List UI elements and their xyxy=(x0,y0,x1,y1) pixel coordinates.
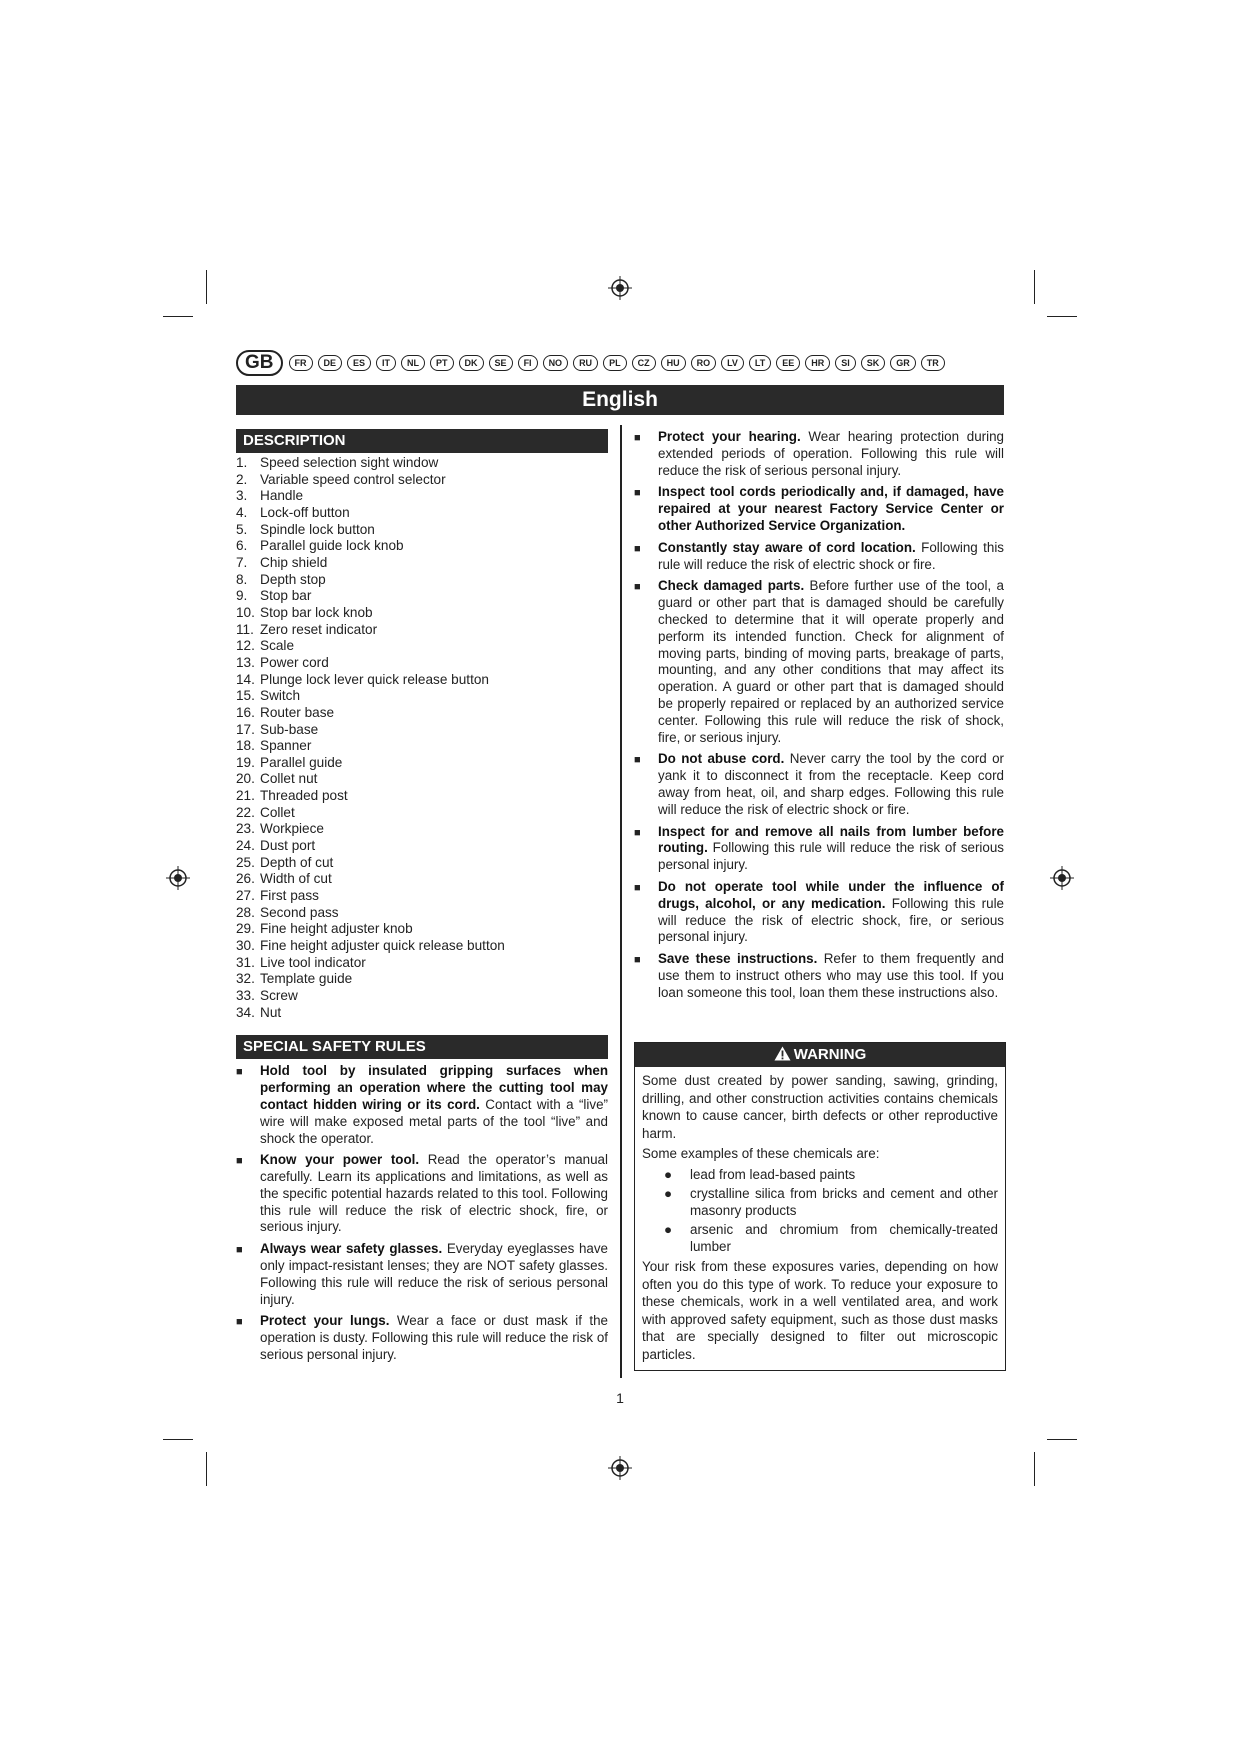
registration-mark-icon xyxy=(1050,866,1074,890)
square-bullet-icon: ■ xyxy=(634,581,641,594)
list-item xyxy=(236,505,608,522)
item-number: 4. xyxy=(236,504,248,520)
language-tab-ee: EE xyxy=(776,355,800,371)
item-number: 16. xyxy=(236,704,255,720)
safety-rules-list xyxy=(634,429,1004,1002)
item-label: Depth of cut xyxy=(260,854,334,870)
item-label: Collet nut xyxy=(260,771,318,787)
rule-text xyxy=(658,879,1004,946)
special-safety-list xyxy=(236,1063,608,1364)
item-number: 15. xyxy=(236,688,255,704)
square-bullet-icon: ■ xyxy=(236,1316,243,1329)
list-item xyxy=(236,921,608,938)
rule-item xyxy=(634,951,1004,1001)
rule-text xyxy=(260,1063,608,1147)
registration-mark-icon xyxy=(608,1456,632,1480)
rule-heading: Inspect for and remove all nails from lumber before routing. xyxy=(658,823,1004,856)
item-number: 27. xyxy=(236,888,255,904)
item-number: 28. xyxy=(236,904,255,920)
warning-heading xyxy=(635,1043,1005,1067)
rule-item xyxy=(634,751,1004,818)
language-bar xyxy=(236,351,1004,375)
example-text: lead from lead-based paints xyxy=(690,1166,856,1182)
item-number: 1. xyxy=(236,455,248,470)
language-tab-hr: HR xyxy=(805,355,830,371)
example-text: crystalline silica from bricks and cement and other masonry products xyxy=(690,1185,998,1219)
language-tab-lv: LV xyxy=(721,355,744,371)
rule-body: Everyday eyeglasses have only impact-resistant lenses; they are NOT safety glasses. Following this rule will reduce the risk of serious personal injury. xyxy=(260,1241,608,1307)
language-tab-si: SI xyxy=(835,355,856,371)
warning-triangle-icon xyxy=(774,1046,791,1061)
list-item xyxy=(236,722,608,739)
warning-box xyxy=(634,1042,1006,1371)
description-list xyxy=(236,455,608,1021)
item-label: First pass xyxy=(260,888,319,904)
list-item xyxy=(236,738,608,755)
list-item xyxy=(236,1005,608,1022)
item-label: Template guide xyxy=(260,971,353,987)
warning-examples-list xyxy=(642,1166,998,1256)
item-label: Chip shield xyxy=(260,554,328,570)
list-item xyxy=(236,755,608,772)
page-title: English xyxy=(236,385,1004,415)
language-tab-fr: FR xyxy=(289,355,313,371)
language-tab-lt: LT xyxy=(749,355,771,371)
item-label: Threaded post xyxy=(260,788,348,804)
rule-item xyxy=(236,1241,608,1308)
item-number: 22. xyxy=(236,804,255,820)
rule-heading: Know your power tool. xyxy=(260,1152,420,1168)
rule-heading: Always wear safety glasses. xyxy=(260,1241,443,1257)
item-label: Collet xyxy=(260,804,295,820)
item-number: 10. xyxy=(236,604,255,620)
warning-example-item xyxy=(642,1221,998,1256)
list-item xyxy=(236,855,608,872)
item-label: Depth stop xyxy=(260,571,326,587)
list-item xyxy=(236,788,608,805)
warning-closing: Your risk from these exposures varies, depending on how often you do this type of work. To reduce your exposure to these chemicals, work in a well ventilated area, and work with approved safety equipment, such as those dust masks that are specially designed to filter out microscopic particles. xyxy=(642,1258,998,1362)
item-number: 17. xyxy=(236,721,255,737)
rule-item xyxy=(634,824,1004,874)
rule-body: Wear hearing protection during extended periods of operation. Following this rule will reduce the risk of serious personal injury. xyxy=(658,429,1004,478)
list-item xyxy=(236,821,608,838)
rule-text xyxy=(260,1241,608,1308)
rule-body: Wear a face or dust mask if the operation is dusty. Following this rule will reduce the risk of serious personal injury. xyxy=(260,1313,608,1363)
square-bullet-icon: ■ xyxy=(236,1155,243,1168)
language-tab-nl: NL xyxy=(401,355,425,371)
item-label: Variable speed control selector xyxy=(260,471,446,487)
square-bullet-icon: ■ xyxy=(634,954,641,967)
rule-body: Never carry the tool by the cord or yank it to disconnect it from the receptacle. Keep cord away from heat, oil, and sharp edges. Following this rule will reduce the risk of electric shock or fire. xyxy=(658,751,1004,817)
rule-body: Contact with a “live” wire will make exposed metal parts of the tool “live” and shock the operator. xyxy=(260,1096,608,1146)
page-number: 1 xyxy=(616,1390,624,1406)
item-number: 34. xyxy=(236,1004,255,1020)
rule-item xyxy=(634,429,1004,479)
rule-text xyxy=(658,429,1004,479)
list-item xyxy=(236,771,608,788)
item-label: Handle xyxy=(260,488,304,504)
item-number: 30. xyxy=(236,938,255,954)
list-item xyxy=(236,605,608,622)
list-item xyxy=(236,638,608,655)
list-item xyxy=(236,705,608,722)
item-number: 8. xyxy=(236,571,248,587)
language-tab-hu: HU xyxy=(661,355,686,371)
crop-mark xyxy=(1034,1452,1035,1486)
crop-mark xyxy=(1047,316,1077,317)
square-bullet-icon: ■ xyxy=(236,1244,243,1257)
language-tab-es: ES xyxy=(347,355,371,371)
list-item xyxy=(236,622,608,639)
item-label: Workpiece xyxy=(260,821,324,837)
square-bullet-icon: ■ xyxy=(634,881,641,894)
item-number: 6. xyxy=(236,538,248,554)
item-label: Live tool indicator xyxy=(260,954,366,970)
item-label: Second pass xyxy=(260,904,339,920)
square-bullet-icon: ■ xyxy=(634,826,641,839)
rule-text xyxy=(658,540,1004,574)
rule-body: Refer to them frequently and use them to instruct others who may use this tool. If you loan someone this tool, loan them these instructions also. xyxy=(658,951,1005,1000)
rule-item xyxy=(236,1063,608,1147)
list-item xyxy=(236,938,608,955)
square-bullet-icon: ■ xyxy=(634,432,641,444)
rule-body: Following this rule will reduce the risk of serious personal injury. xyxy=(658,840,1004,873)
item-label: Zero reset indicator xyxy=(260,621,378,637)
description-heading: DESCRIPTION xyxy=(236,429,608,453)
item-number: 5. xyxy=(236,521,248,537)
item-label: Fine height adjuster knob xyxy=(260,921,413,937)
list-item xyxy=(236,955,608,972)
item-label: Parallel guide xyxy=(260,754,343,770)
square-bullet-icon: ■ xyxy=(634,487,641,500)
rule-item xyxy=(634,879,1004,946)
rule-body: Following this rule will reduce the risk of electric shock, fire, or serious personal injury. xyxy=(658,895,1004,945)
registration-mark-icon xyxy=(166,866,190,890)
bullet-dot-icon: ● xyxy=(664,1166,673,1182)
item-number: 33. xyxy=(236,988,255,1003)
list-item xyxy=(236,572,608,589)
warning-example-item xyxy=(642,1185,998,1220)
square-bullet-icon: ■ xyxy=(634,754,641,767)
crop-mark xyxy=(206,1452,207,1486)
item-number: 25. xyxy=(236,854,255,870)
item-number: 3. xyxy=(236,488,248,504)
list-item xyxy=(236,688,608,705)
item-number: 18. xyxy=(236,738,255,754)
crop-mark xyxy=(163,316,193,317)
item-label: Nut xyxy=(260,1004,282,1020)
list-item xyxy=(236,538,608,555)
item-number: 13. xyxy=(236,654,255,670)
item-label: Speed selection sight window xyxy=(260,455,439,470)
item-label: Stop bar lock knob xyxy=(260,604,373,620)
rule-heading: Hold tool by insulated gripping surfaces when performing an operation where the cutting tool may contact hidden wiring or its cord. xyxy=(260,1063,608,1112)
language-tab-ro: RO xyxy=(691,355,717,371)
bullet-dot-icon: ● xyxy=(664,1185,673,1201)
right-column xyxy=(634,429,1004,1007)
list-item xyxy=(236,588,608,605)
item-label: Lock-off button xyxy=(260,504,350,520)
language-tab-fi: FI xyxy=(518,355,538,371)
rule-heading: Protect your hearing. xyxy=(658,429,801,444)
item-label: Power cord xyxy=(260,654,329,670)
language-tab-dk: DK xyxy=(459,355,484,371)
rule-item xyxy=(634,540,1004,574)
square-bullet-icon: ■ xyxy=(634,542,641,555)
rule-item xyxy=(236,1152,608,1236)
rule-heading: Save these instructions. xyxy=(658,951,818,967)
rule-heading: Do not abuse cord. xyxy=(658,751,785,767)
rule-text xyxy=(260,1152,608,1236)
list-item xyxy=(236,672,608,689)
language-tab-pl: PL xyxy=(603,355,627,371)
special-safety-heading: SPECIAL SAFETY RULES xyxy=(236,1035,608,1059)
item-label: Sub-base xyxy=(260,721,319,737)
item-number: 21. xyxy=(236,788,255,804)
item-label: Spanner xyxy=(260,738,312,754)
rule-body: Following this rule will reduce the risk of electric shock or fire. xyxy=(658,539,1005,572)
rule-heading: Check damaged parts. xyxy=(658,578,805,594)
item-number: 7. xyxy=(236,554,248,570)
language-tab-de: DE xyxy=(318,355,343,371)
warning-intro: Some dust created by power sanding, sawing, grinding, drilling, and other construction activities contains chemicals known to cause cancer, birth defects or other reproductive harm. xyxy=(642,1073,998,1141)
item-label: Router base xyxy=(260,704,335,720)
language-tab-cz: CZ xyxy=(632,355,656,371)
language-tab-gr: GR xyxy=(890,355,916,371)
list-item xyxy=(236,555,608,572)
item-number: 23. xyxy=(236,821,255,837)
warning-examples-intro: Some examples of these chemicals are: xyxy=(642,1146,880,1162)
language-tab-no: NO xyxy=(543,355,569,371)
item-number: 11. xyxy=(236,621,254,637)
list-item xyxy=(236,655,608,672)
item-label: Plunge lock lever quick release button xyxy=(260,671,489,687)
language-tab-gb: GB xyxy=(236,350,283,376)
item-label: Spindle lock button xyxy=(260,521,375,537)
item-number: 20. xyxy=(236,771,255,787)
language-tab-se: SE xyxy=(489,355,513,371)
list-item xyxy=(236,888,608,905)
list-item xyxy=(236,905,608,922)
item-label: Screw xyxy=(260,988,298,1003)
list-item xyxy=(236,971,608,988)
item-number: 14. xyxy=(236,671,255,687)
rule-heading: Constantly stay aware of cord location. xyxy=(658,539,916,555)
rule-item xyxy=(634,578,1004,746)
rule-text xyxy=(658,824,1004,874)
example-text: arsenic and chromium from chemically-treated lumber xyxy=(690,1221,998,1255)
list-item xyxy=(236,472,608,489)
crop-mark xyxy=(1047,1439,1077,1440)
square-bullet-icon: ■ xyxy=(236,1066,243,1079)
list-item xyxy=(236,455,608,472)
list-item xyxy=(236,838,608,855)
language-tab-tr: TR xyxy=(921,355,945,371)
registration-mark-icon xyxy=(608,276,632,300)
rule-text xyxy=(658,751,1004,818)
list-item xyxy=(236,522,608,539)
item-number: 29. xyxy=(236,921,255,937)
item-number: 12. xyxy=(236,638,255,654)
rule-item xyxy=(236,1313,608,1363)
list-item xyxy=(236,488,608,505)
warning-label: WARNING xyxy=(793,1046,867,1063)
item-number: 2. xyxy=(236,471,248,487)
item-number: 31. xyxy=(236,954,255,970)
item-number: 32. xyxy=(236,971,255,987)
column-divider xyxy=(620,425,622,1378)
rule-heading: Inspect tool cords periodically and, if damaged, have repaired at your nearest Factory Service Center or other Authorized Service Organization. xyxy=(658,484,1004,533)
item-label: Stop bar xyxy=(260,588,312,604)
rule-text xyxy=(658,578,1004,746)
crop-mark xyxy=(206,270,207,304)
warning-example-item xyxy=(642,1166,998,1184)
item-number: 26. xyxy=(236,871,255,887)
item-label: Dust port xyxy=(260,838,316,854)
item-number: 19. xyxy=(236,754,255,770)
item-label: Scale xyxy=(260,638,295,654)
language-tab-ru: RU xyxy=(573,355,598,371)
list-item xyxy=(236,871,608,888)
rule-heading: Do not operate tool while under the influence of drugs, alcohol, or any medication. xyxy=(658,878,1004,911)
left-column xyxy=(236,429,608,1369)
item-label: Fine height adjuster quick release button xyxy=(260,938,505,954)
item-number: 24. xyxy=(236,838,255,854)
item-label: Parallel guide lock knob xyxy=(260,538,404,554)
bullet-dot-icon: ● xyxy=(664,1221,673,1237)
rule-text xyxy=(658,951,1004,1001)
language-tab-sk: SK xyxy=(861,355,886,371)
item-number: 9. xyxy=(236,588,248,604)
list-item xyxy=(236,805,608,822)
rule-item xyxy=(634,484,1004,534)
warning-body xyxy=(635,1067,1005,1370)
rule-text xyxy=(260,1313,608,1363)
crop-mark xyxy=(1034,270,1035,304)
rule-body: Before further use of the tool, a guard or other part that is damaged should be carefully checked to determine that it will operate properly and perform its intended function. Check for alignment of moving parts, binding of moving parts, breakage of parts, mounting, and any other conditions that may affect its operation. A guard or other part that is damaged should be properly repaired or replaced by an authorized service center. Following this rule will reduce the risk of shock, fire, or serious injury. xyxy=(658,578,1004,745)
list-item xyxy=(236,988,608,1005)
language-tab-it: IT xyxy=(376,355,396,371)
rule-body: Read the operator’s manual carefully. Learn its applications and limitations, as well as the specific potential hazards related to this tool. Following this rule will reduce the risk of electric shock, fire, or serious injury. xyxy=(260,1152,608,1235)
rule-heading: Protect your lungs. xyxy=(260,1313,390,1329)
item-label: Switch xyxy=(260,688,301,704)
item-label: Width of cut xyxy=(260,871,332,887)
language-tab-pt: PT xyxy=(430,355,454,371)
rule-text xyxy=(658,484,1004,534)
crop-mark xyxy=(163,1439,193,1440)
